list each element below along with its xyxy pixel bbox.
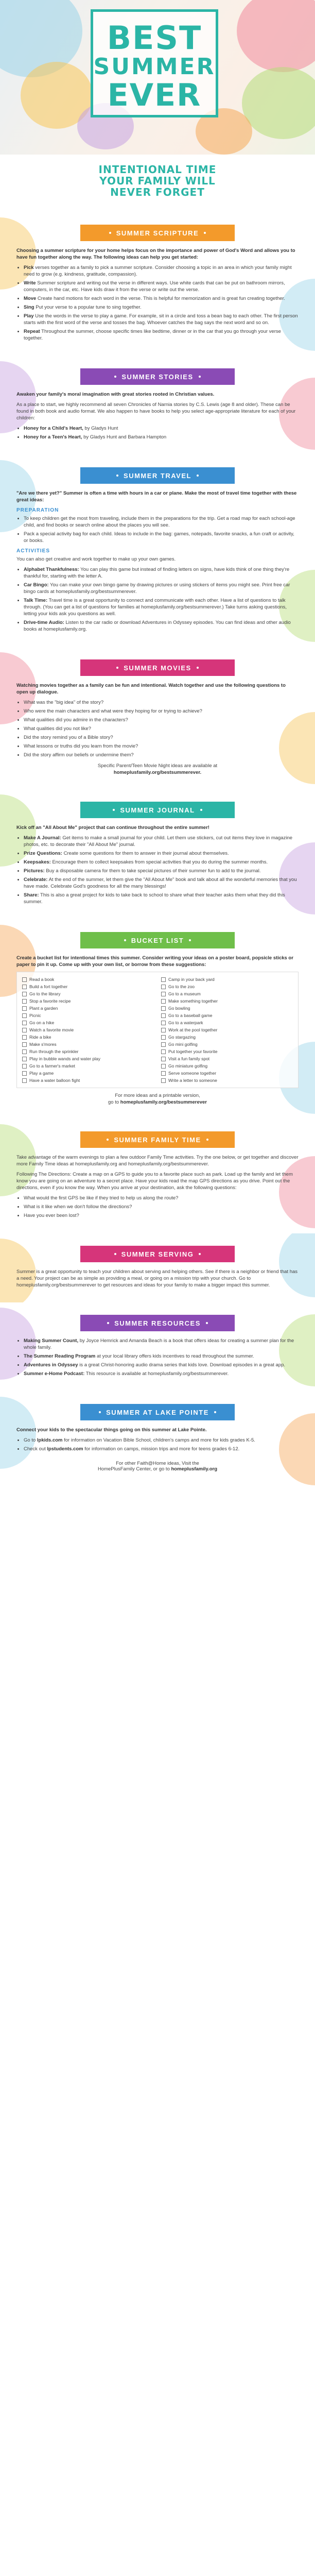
section-banner	[80, 932, 235, 948]
list-item: • Go to lpkids.com for information on Vacation Bible School, children's camps and more for kids grades K-5.	[24, 1437, 299, 1444]
stories-list	[16, 425, 299, 440]
section-resources	[0, 1302, 315, 1392]
checkbox-icon	[161, 1071, 166, 1076]
checkbox-icon	[161, 1035, 166, 1040]
checkbox-icon	[22, 1042, 27, 1047]
checklist-item[interactable]: Make something together	[161, 998, 293, 1004]
section-body: As a place to start, we highly recommend all seven Chronicles of Narnia stories by C.S. Lewis (age 8 and older). These can be found in both book and audio format. We also happen to have books to help you select age-appropriate literature for each of your children:	[16, 402, 296, 421]
checkbox-icon	[22, 1035, 27, 1040]
travel-activities-list	[16, 566, 299, 633]
checkbox-icon	[22, 1021, 27, 1025]
list-item: • Pictures: Buy a disposable camera for them to take special pictures of their summer fun to add to the journal.	[24, 868, 299, 874]
logo-ever: EVER	[107, 77, 202, 113]
section-title: SUMMER FAMILY TIME	[114, 1136, 201, 1144]
list-item: • Did the story remind you of a Bible story?	[24, 734, 299, 741]
footer-text: For other Faith@Home ideas, Visit the	[116, 1461, 199, 1466]
checklist-item[interactable]: Play in bubble wands and water play	[22, 1056, 154, 1062]
section-family-time	[0, 1119, 315, 1233]
lpstudents-link[interactable]: lpstudents.com	[47, 1446, 83, 1452]
list-item: • Did the story affirm our beliefs or undermine them?	[24, 752, 299, 758]
section-banner	[80, 659, 235, 676]
list-item: • Have you ever been lost?	[24, 1212, 299, 1219]
checklist-item[interactable]: Serve someone together	[161, 1070, 293, 1076]
section-banner	[80, 368, 235, 385]
travel-prep-list	[16, 515, 299, 544]
section-banner	[80, 1131, 235, 1148]
checkbox-icon	[161, 1064, 166, 1069]
paint-splash	[237, 0, 315, 72]
list-item: • Prize Questions: Create some questions for them to answer in their journal about themselves.	[24, 850, 299, 857]
section-scripture	[0, 212, 315, 356]
checkbox-icon	[22, 1057, 27, 1061]
checklist-item[interactable]: Camp in your back yard	[161, 976, 293, 982]
section-lead: Create a bucket list for intentional times this summer. Consider writing your ideas on a poster board, popsicle sticks or paper to pin it up. Come up with your own list, or borrow from these suggestions:	[16, 955, 293, 968]
section-title: SUMMER JOURNAL	[120, 806, 195, 814]
section-lead: Watching movies together as a family can be fun and intentional. Watch together and use the following questions to open up dialogue.	[16, 683, 286, 695]
section-title: SUMMER STORIES	[121, 372, 194, 381]
list-item: • Celebrate: At the end of the summer, let them give the "All About Me" book and talk about all the wonderful memories that you have made. Celebrate God's goodness for all the many blessings!	[24, 876, 299, 890]
checklist-item[interactable]: Ride a bike	[22, 1034, 154, 1040]
checklist-item[interactable]: Read a book	[22, 976, 154, 982]
checklist-item[interactable]: Work at the pool together	[161, 1027, 293, 1033]
checklist-item[interactable]: Have a water balloon fight	[22, 1077, 154, 1083]
section-lead: Kick off an "All About Me" project that can continue throughout the entire summer!	[16, 825, 209, 831]
list-item: • What qualities did you not like?	[24, 725, 299, 732]
list-item: • Share: This is also a great project for kids to take back to school to share what their teacher asks them what they did this summer.	[24, 892, 299, 905]
section-serving	[0, 1233, 315, 1302]
section-movies	[0, 647, 315, 789]
section-lake-pointe	[0, 1392, 315, 1490]
list-item: • Alphabet Thankfulness: You can play this game but instead of finding letters on signs, have kids think of one thing they're thankful for, starting with the letter A.	[24, 566, 299, 580]
journal-list	[16, 835, 299, 905]
checkbox-icon	[161, 985, 166, 989]
movies-note	[16, 762, 299, 776]
logo-best: BEST	[107, 19, 202, 57]
checklist-item[interactable]: Go on a hike	[22, 1020, 154, 1026]
section-banner	[80, 1315, 235, 1331]
checklist-item[interactable]: Go miniature golfing	[161, 1063, 293, 1069]
list-item: • Keepsakes: Encourage them to collect keepsakes from special activities that you do during the summer months.	[24, 859, 299, 866]
list-item: • Play Use the words in the verse to play a game. For example, sit in a circle and toss a bean bag to each other. The first person starts with the first word of the verse and tosses the bag. Whoever catches the bag says the next word and so on.	[24, 313, 299, 326]
section-title: SUMMER SERVING	[121, 1250, 194, 1258]
checkbox-icon	[22, 1078, 27, 1083]
checkbox-icon	[22, 1006, 27, 1011]
checklist-item[interactable]: Go to the library	[22, 991, 154, 997]
checkbox-icon	[161, 1006, 166, 1011]
checklist-item[interactable]: Go mini golfing	[161, 1041, 293, 1047]
list-item: • What lessons or truths did you learn from the movie?	[24, 743, 299, 750]
checkbox-icon	[161, 1021, 166, 1025]
section-body: Summer is a great opportunity to teach your children about serving and helping others. See if there is a neighbor or friend that has a need. Your project can be as simple as providing a meal, or going on a mission trip with your church. Go to homeplusfamily.org/bestsummerever to get resources and ideas for your family to make a bigger impact this summer.	[16, 1269, 298, 1288]
section-banner	[80, 225, 235, 241]
lpkids-link[interactable]: lpkids.com	[37, 1437, 63, 1443]
checkbox-icon	[161, 999, 166, 1004]
checklist-item[interactable]: Watch a favorite movie	[22, 1027, 154, 1033]
checkbox-icon	[22, 992, 27, 996]
checkbox-icon	[22, 1064, 27, 1069]
list-item: • Make A Journal: Get items to make a small journal for your child. Let them use stickers, cut out items they love in magazine photos, etc. to decorate their "All About Me" journal.	[24, 835, 299, 848]
checklist-item[interactable]: Play a game	[22, 1070, 154, 1076]
section-lead: Awaken your family's moral imagination with great stories rooted in Christian values.	[16, 392, 215, 397]
bucket-note	[16, 1092, 299, 1106]
list-item: • Making Summer Count, by Joyce Hemrick and Amanda Beach is a book that offers ideas for creating a summer plan for the whole family.	[24, 1337, 299, 1351]
list-item: • What qualities did you admire in the characters?	[24, 717, 299, 723]
checkbox-icon	[161, 1078, 166, 1083]
section-banner	[80, 1246, 235, 1262]
sub-heading: ACTIVITIES	[16, 548, 50, 554]
logo-summer: SUMMER	[93, 54, 216, 80]
movies-link[interactable]: homeplusfamily.org/bestsummerever.	[113, 770, 202, 775]
section-title: SUMMER MOVIES	[124, 664, 191, 672]
section-title: SUMMER AT LAKE POINTE	[106, 1408, 209, 1416]
list-item: • Drive-time Audio: Listen to the car radio or download Adventures in Odyssey episodes. You can find ideas and other audio books at homeplusfamily.org.	[24, 619, 299, 633]
section-bucket-list	[0, 920, 315, 1119]
list-item: • Pick verses together as a family to pick a summer scripture. Consider choosing a topic in an area in which your family might need to grow (e.g. kindness, gratitude, compassion).	[24, 264, 299, 278]
list-item: • Repeat Throughout the summer, choose specific times like bedtime, dinner or in the car that you go through your verse together.	[24, 328, 299, 342]
section-title: SUMMER RESOURCES	[114, 1319, 201, 1327]
section-lead: Connect your kids to the spectacular things going on this summer at Lake Pointe.	[16, 1427, 207, 1433]
resources-list	[16, 1337, 299, 1377]
list-item: • The Summer Reading Program at your local library offers kids incentives to read throughout the summer.	[24, 1353, 299, 1360]
list-item: • Who were the main characters and what were they hoping for or trying to achieve?	[24, 708, 299, 715]
list-item: • Sing Put your verse to a popular tune to sing together.	[24, 304, 299, 311]
footer-text: HomePlusFamily Center, or go to	[97, 1466, 170, 1472]
section-lead: "Are we there yet?" Summer is often a time with hours in a car or plane. Make the most of travel time together with these great ideas:	[16, 490, 297, 503]
section-lead: Choosing a summer scripture for your home helps focus on the importance and power of God's Word and allows you to have fun together along the way. The following ideas can help you get started:	[16, 248, 295, 260]
sub-heading: PREPARATION	[16, 507, 59, 513]
checklist-item[interactable]: Write a letter to someone	[161, 1077, 293, 1083]
movies-list	[16, 699, 299, 758]
checkbox-icon	[22, 1013, 27, 1018]
checkbox-icon	[161, 992, 166, 996]
checklist-item[interactable]: Picnic	[22, 1012, 154, 1019]
checkbox-icon	[22, 1049, 27, 1054]
list-item: • Honey for a Child's Heart, by Gladys Hunt	[24, 425, 299, 432]
checklist-item[interactable]: Go stargazing	[161, 1034, 293, 1040]
checkbox-icon	[161, 1057, 166, 1061]
best-summer-ever-logo	[91, 9, 218, 117]
section-journal	[0, 789, 315, 920]
tagline-line: NEVER FORGET	[110, 186, 205, 198]
list-item: • To keep children get the most from traveling, include them in the preparations for the trip. Get a road map for each school-age child, and find books or search online about the places you will see.	[24, 515, 299, 529]
checkbox-icon	[161, 977, 166, 982]
bucket-checklist	[16, 972, 299, 1088]
checkbox-icon	[22, 999, 27, 1004]
section-lead: Take advantage of the warm evenings to plan a few outdoor Family Time activities. Try the one below, or get together and discover more Family Time ideas at homeplusfamily.org and homeplusfamily.org/bestsummerever.	[16, 1155, 299, 1167]
checklist-item[interactable]: Build a fort together	[22, 984, 154, 990]
bucket-link[interactable]: homeplusfamily.org/bestsummerever	[120, 1099, 207, 1105]
list-item: • Pack a special activity bag for each child. Ideas to include in the bag: games, notepads, favorite snacks, a fun craft or activity, or books.	[24, 531, 299, 544]
list-item: • What was the "big idea" of the story?	[24, 699, 299, 706]
section-stories	[0, 356, 315, 455]
list-item: • Car Bingo: You can make your own bingo game by drawing pictures or using stickers of items you might see. Print free car bingo cards at homeplusfamily.org/bestsummerever.	[24, 582, 299, 595]
section-travel	[0, 455, 315, 647]
checkbox-icon	[22, 1028, 27, 1032]
note-text: Specific Parent/Teen Movie Night ideas are available at	[97, 763, 218, 769]
scripture-list	[16, 264, 299, 342]
homeplusfamily-link[interactable]: homeplusfamily.org	[171, 1466, 218, 1472]
checkbox-icon	[161, 1049, 166, 1054]
checklist-item[interactable]: Make s'mores	[22, 1041, 154, 1047]
checkbox-icon	[161, 1028, 166, 1032]
list-item: • Check out lpstudents.com for information on camps, mission trips and more for teens grades 6-12.	[24, 1446, 299, 1452]
note-text: go to	[108, 1099, 119, 1105]
checkbox-icon	[161, 1042, 166, 1047]
checkbox-icon	[22, 977, 27, 982]
footer-note	[16, 1456, 299, 1480]
section-body: You can also get creative and work together to make up your own games.	[16, 556, 176, 562]
checklist-item[interactable]: Go to a farmer's market	[22, 1063, 154, 1069]
checklist-item[interactable]: Go to a museum	[161, 991, 293, 997]
paint-splash	[242, 67, 315, 139]
lakepointe-list	[16, 1437, 299, 1452]
checklist-item[interactable]: Go to a waterpark	[161, 1020, 293, 1026]
section-banner	[80, 802, 235, 818]
checklist-item[interactable]: Put together your favorite	[161, 1048, 293, 1055]
familytime-list	[16, 1195, 299, 1219]
checklist-item[interactable]: Stop a favorite recipe	[22, 998, 154, 1004]
section-title: SUMMER SCRIPTURE	[116, 229, 199, 237]
tagline-line: YOUR FAMILY WILL	[99, 175, 216, 187]
section-title: BUCKET LIST	[131, 936, 184, 944]
checklist-item[interactable]: Go to the zoo	[161, 984, 293, 990]
hero	[0, 0, 315, 155]
checklist-item[interactable]: Go bowling	[161, 1005, 293, 1011]
list-item: • Write Summer scripture and writing out the verse in different ways. Use white cards that can be put on bathroom mirrors, computers, in the car, etc. Have kids draw it from the verse or write out the verse.	[24, 280, 299, 293]
section-banner	[80, 467, 235, 484]
list-item: • Adventures in Odyssey is a great Christ-honoring audio drama series that kids love. Download episodes in a great app.	[24, 1362, 299, 1368]
list-item: • Summer e-Home Podcast: This resource is available at homeplusfamily.org/bestsummerever.	[24, 1370, 299, 1377]
checkbox-icon	[161, 1013, 166, 1018]
section-body: Following The Directions: Create a map on a GPS to guide you to a favorite place such as park. Load up the family and let them know you are going on an adventure to a secret place. Have your kids read the map GPS directions as you drive. Point out the directions, even if you know the way. When you arrive at your destination, ask the following questions:	[16, 1172, 293, 1191]
checklist-item[interactable]: Plant a garden	[22, 1005, 154, 1011]
list-item: • What would the first GPS be like if they tried to help us along the route?	[24, 1195, 299, 1201]
checkbox-icon	[22, 1071, 27, 1076]
list-item: • What is it like when we don't follow the directions?	[24, 1204, 299, 1210]
checkbox-icon	[22, 985, 27, 989]
checklist-item[interactable]: Run through the sprinkler	[22, 1048, 154, 1055]
list-item: • Talk Time: Travel time is a great opportunity to connect and communicate with each other. Have a list of questions to talk through. (You can get a list of questions for families at homeplusfamily.org/bestsummerever.) Take turns asking questions, letting your kids ask you questions as well.	[24, 597, 299, 617]
list-item: • Honey for a Teen's Heart, by Gladys Hunt and Barbara Hampton	[24, 434, 299, 440]
note-text: For more ideas and a printable version,	[115, 1093, 200, 1098]
tagline	[0, 155, 315, 212]
checklist-item[interactable]: Visit a fun family spot	[161, 1056, 293, 1062]
checklist-item[interactable]: Go to a baseball game	[161, 1012, 293, 1019]
section-title: SUMMER TRAVEL	[124, 471, 191, 480]
section-banner	[80, 1404, 235, 1420]
tagline-line: INTENTIONAL TIME	[98, 163, 217, 176]
list-item: • Move Create hand motions for each word in the verse. This is helpful for memorization and is great fun creating together.	[24, 295, 299, 302]
